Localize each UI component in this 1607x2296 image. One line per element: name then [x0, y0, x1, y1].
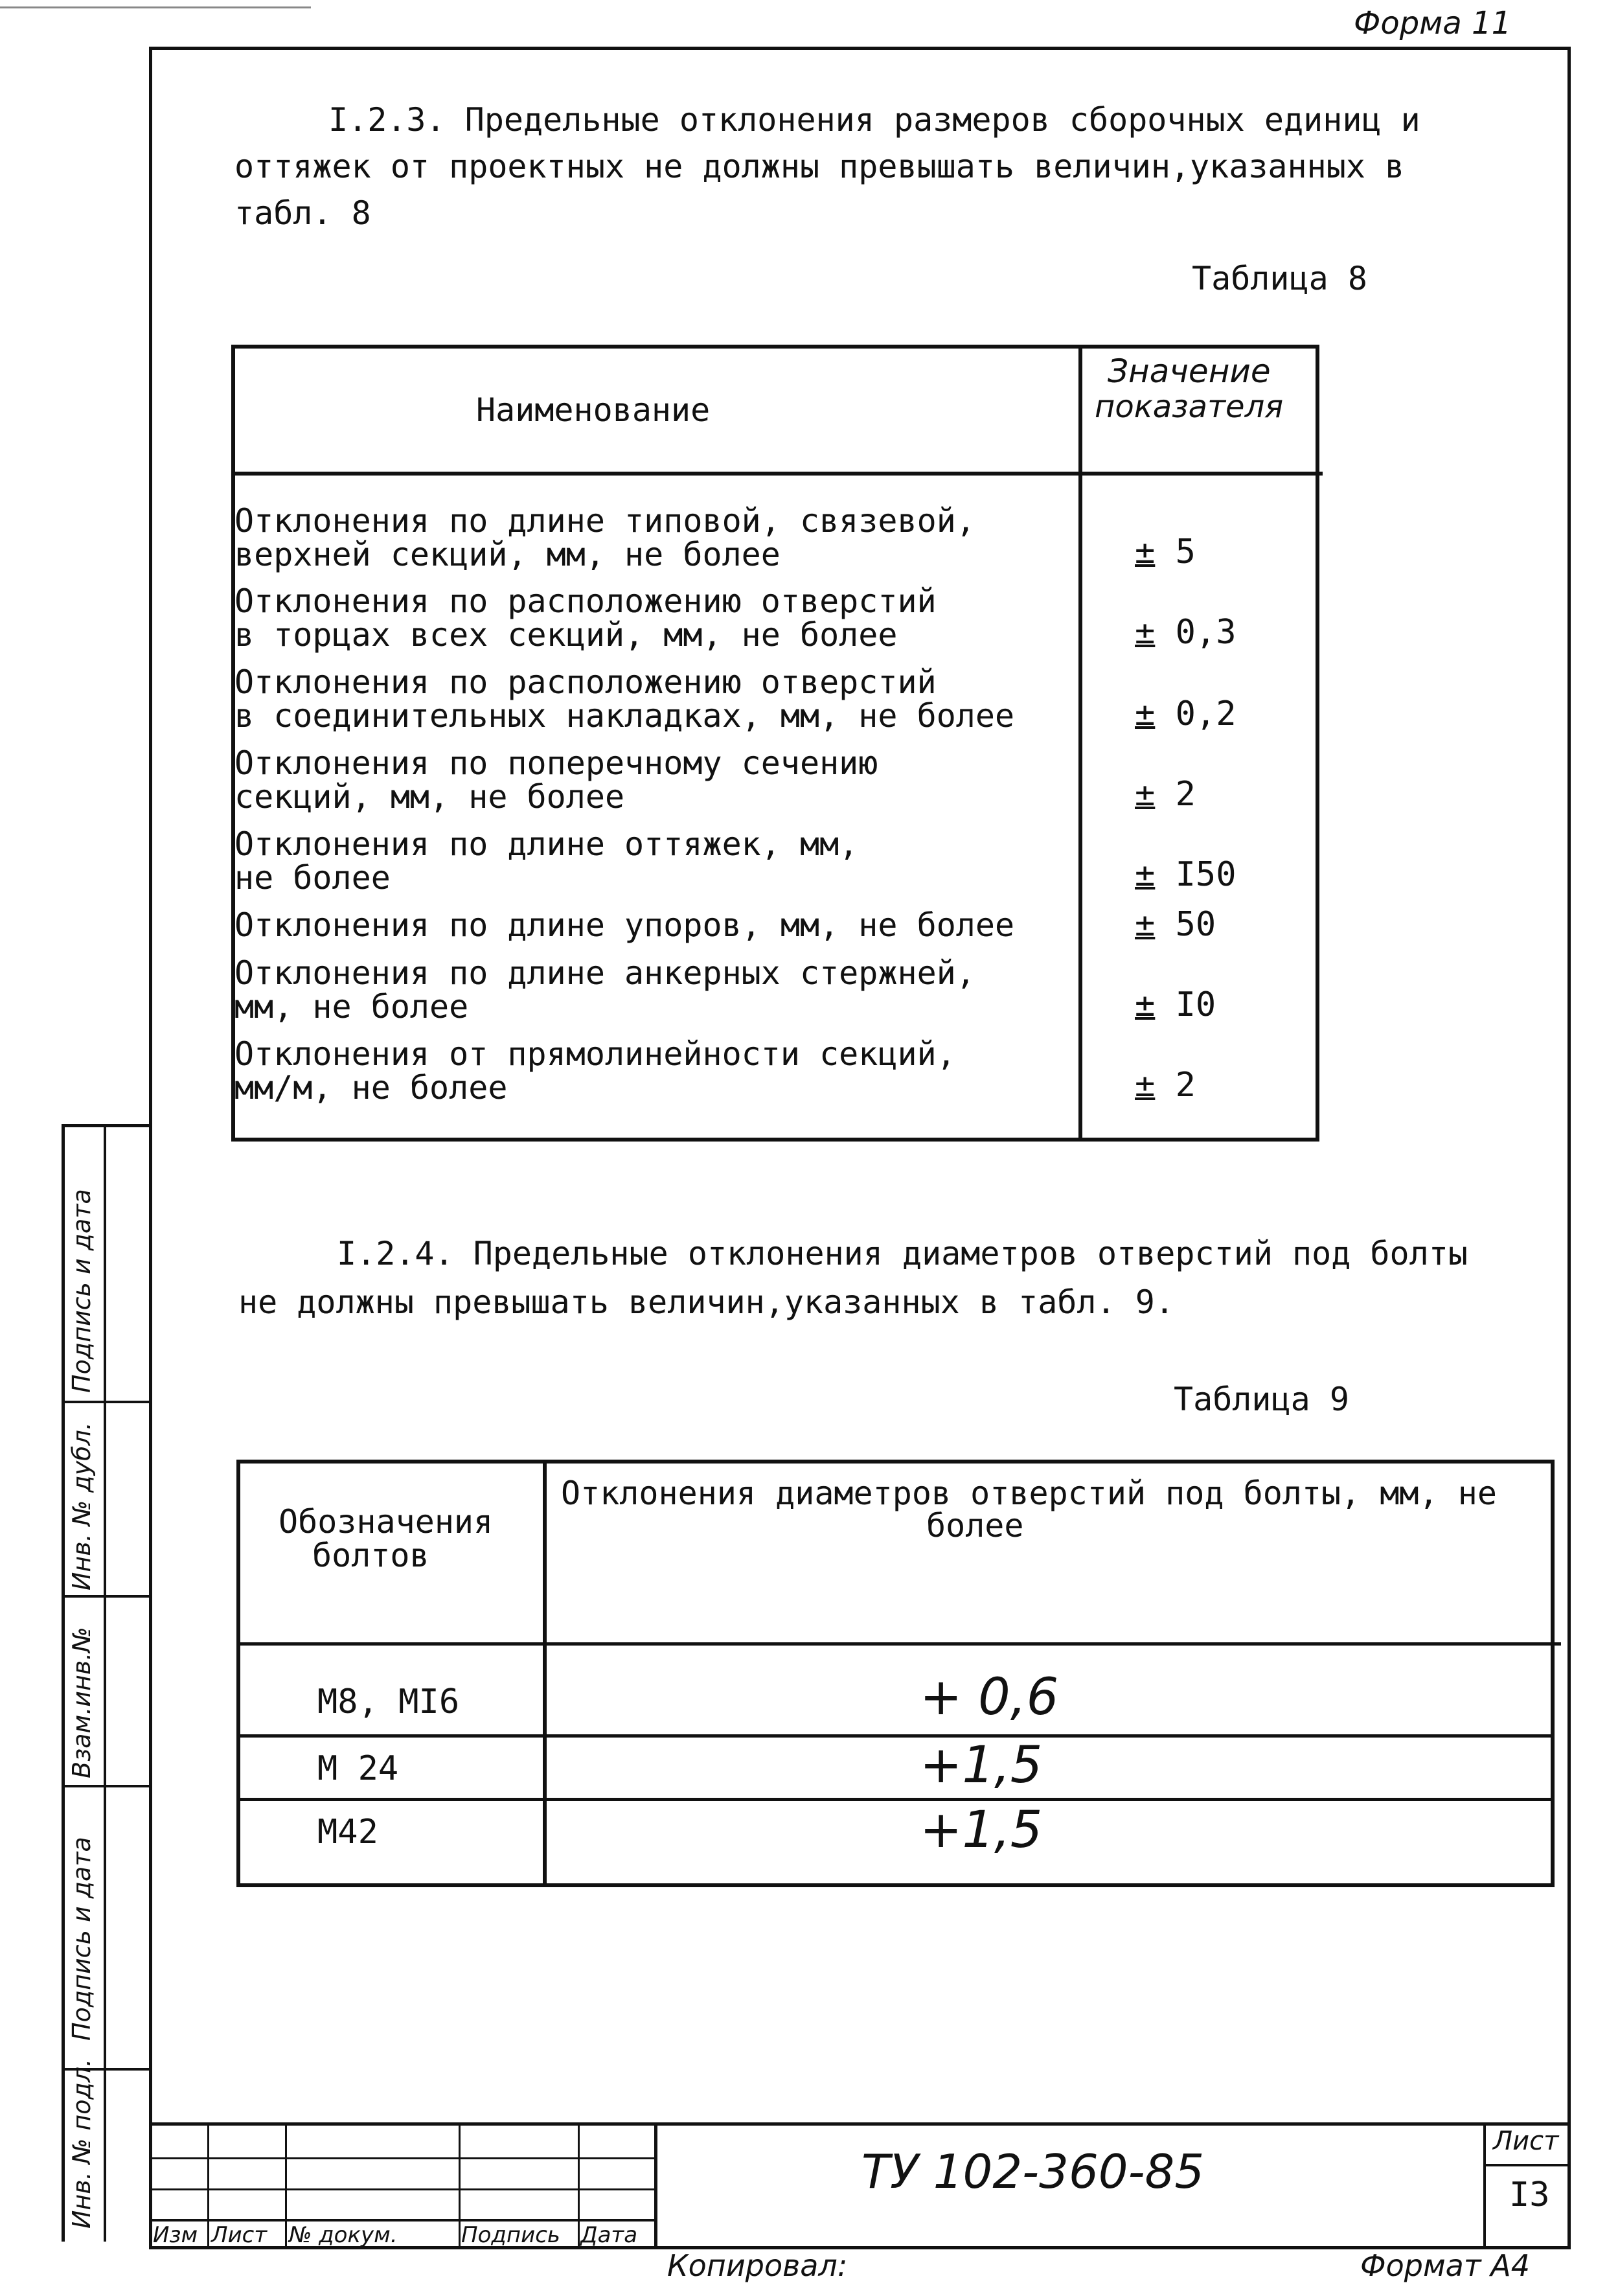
- table9-header-code-1: Обозначения: [279, 1503, 494, 1541]
- plus-minus-sign: ±: [1135, 613, 1156, 652]
- plus-minus-sign: ±: [1135, 695, 1156, 733]
- table9-row-divider: [236, 1798, 1555, 1801]
- title-block-label-date: Дата: [580, 2222, 638, 2248]
- table8-row-name-2: в соединительных накладках, мм, не более: [234, 697, 1015, 735]
- left-margin-label-inv-dubl: Инв. № дубл.: [67, 1422, 96, 1590]
- table9-header-divider: [236, 1642, 1561, 1646]
- title-block-label-list: Лист: [211, 2222, 268, 2248]
- table8-value: 2: [1175, 775, 1196, 814]
- table8-header-name: Наименование: [476, 391, 711, 429]
- table9-column-divider: [543, 1460, 547, 1887]
- table8-value: 2: [1175, 1066, 1196, 1105]
- table8-caption: Таблица 8: [1192, 260, 1367, 297]
- table9-row-divider: [236, 1734, 1555, 1738]
- format-label: Формат А4: [1360, 2248, 1530, 2283]
- section-123-line-1: I.2.3. Предельные отклонения размеров сборочных единиц и: [328, 101, 1420, 139]
- table8-row-value: [1135, 695, 1237, 733]
- section-123-line-2: оттяжек от проектных не должны превышать величин,указанных в: [234, 148, 1405, 185]
- table8-value: 5: [1175, 533, 1196, 571]
- table9-bolt-code: М42: [317, 1813, 378, 1852]
- table8-row-value: [1135, 905, 1216, 944]
- document-code: ТУ 102-360-85: [861, 2144, 1205, 2199]
- left-margin-inner-line: [104, 1124, 106, 2242]
- table8-row-name-1: Отклонения по длине анкерных стержней,: [234, 954, 975, 992]
- title-block-label-izm: Изм: [153, 2222, 198, 2248]
- table9-header-deviation-2: более: [926, 1507, 1024, 1544]
- left-margin-label-vzam-inv: Взам.инв.№: [67, 1627, 96, 1778]
- table9-caption: Таблица 9: [1174, 1381, 1349, 1418]
- table8-header-value-2: показателя: [1095, 389, 1284, 425]
- title-block-top: [149, 2122, 1571, 2126]
- title-block-col: [459, 2122, 461, 2249]
- title-block-sheet-col: [1483, 2122, 1486, 2249]
- plus-minus-sign: ±: [1135, 1066, 1156, 1105]
- left-margin-divider: [62, 1595, 152, 1598]
- table8-row-name-2: мм, не более: [234, 988, 469, 1026]
- table8-row-value: [1135, 775, 1196, 814]
- plus-minus-sign: ±: [1135, 533, 1156, 571]
- table8-row-name-1: Отклонения от прямолинейности секций,: [234, 1035, 956, 1073]
- table8-row-name-1: Отклонения по длине оттяжек, мм,: [234, 825, 859, 863]
- table9-deviation-value: +1,5: [920, 1801, 1043, 1859]
- table9-bolt-code: М8, МI6: [317, 1682, 460, 1721]
- table9-deviation-value: + 0,6: [920, 1668, 1059, 1727]
- plus-minus-sign: ±: [1135, 905, 1156, 944]
- table8-value: I50: [1175, 855, 1237, 894]
- table8-column-divider: [1078, 345, 1082, 1142]
- table8-value: 0,3: [1175, 613, 1237, 652]
- table8-header-value-1: Значение: [1108, 352, 1271, 390]
- plus-minus-sign: ±: [1135, 985, 1156, 1024]
- left-margin-top-line: [62, 1124, 152, 1127]
- table8-row-name-1: Отклонения по длине упоров, мм, не более: [234, 906, 1015, 944]
- table9-deviation-value: +1,5: [920, 1736, 1043, 1795]
- sheet-number: I3: [1509, 2175, 1550, 2214]
- left-margin-label-signature-date-2: Подпись и дата: [67, 1189, 96, 1393]
- table8-row-name-2: не более: [234, 859, 391, 897]
- table9-bolt-code: М 24: [317, 1749, 399, 1788]
- table8-row-value: [1135, 855, 1237, 894]
- plus-minus-sign: ±: [1135, 775, 1156, 814]
- title-block-col: [285, 2122, 287, 2249]
- left-margin-label-signature-date: Подпись и дата: [67, 1837, 96, 2041]
- table8-row-name-1: Отклонения по поперечному сечению: [234, 744, 878, 782]
- table8-row-name-2: мм/м, не более: [234, 1069, 508, 1107]
- title-block-row: [149, 2188, 657, 2190]
- table9-header-code-2: болтов: [312, 1537, 429, 1574]
- left-margin-divider: [62, 1785, 152, 1787]
- form-label: Форма 11: [1354, 5, 1512, 41]
- table8-row-name-1: Отклонения по длине типовой, связевой,: [234, 502, 975, 540]
- plus-minus-sign: ±: [1135, 855, 1156, 894]
- title-block-sheet-row: [1483, 2164, 1571, 2166]
- table8-row-value: [1135, 533, 1196, 571]
- table8-value: 0,2: [1175, 695, 1237, 733]
- title-block-row: [149, 2219, 657, 2221]
- left-margin-outer-line: [62, 1124, 65, 2242]
- section-124-line-2: не должны превышать величин,указанных в табл. 9.: [238, 1283, 1174, 1321]
- title-block-col: [578, 2122, 580, 2249]
- title-block-label-signature: Подпись: [461, 2222, 560, 2248]
- table8-header-divider: [231, 472, 1323, 476]
- title-block-col: [207, 2122, 209, 2249]
- table8-row-name-1: Отклонения по расположению отверстий: [234, 582, 937, 620]
- left-margin-label-inv-podl: Инв. № подл.: [67, 2058, 96, 2229]
- top-left-rule: [0, 6, 311, 8]
- table8-row-value: [1135, 1066, 1196, 1105]
- copied-label: Копировал:: [667, 2248, 848, 2283]
- table8-row-name-2: в торцах всех секций, мм, не более: [234, 616, 898, 654]
- table8-value: 50: [1175, 905, 1216, 944]
- title-block-row: [149, 2157, 657, 2159]
- table8-row-name-2: секций, мм, не более: [234, 778, 625, 816]
- table8-row-value: [1135, 985, 1216, 1024]
- left-margin-divider: [62, 1401, 152, 1403]
- table8-row-name-1: Отклонения по расположению отверстий: [234, 663, 937, 701]
- table8-row-value: [1135, 613, 1237, 652]
- title-block-col: [654, 2122, 657, 2249]
- section-124-line-1: I.2.4. Предельные отклонения диаметров отверстий под болты: [337, 1235, 1468, 1272]
- section-123-line-3: табл. 8: [234, 194, 371, 232]
- table8-row-name-2: верхней секций, мм, не более: [234, 536, 781, 573]
- title-block-label-doc: № докум.: [289, 2222, 398, 2248]
- table8-value: I0: [1175, 985, 1216, 1024]
- table9-header-deviation-1: Отклонения диаметров отверстий под болты, мм, не: [561, 1475, 1497, 1512]
- sheet-label: Лист: [1493, 2126, 1559, 2156]
